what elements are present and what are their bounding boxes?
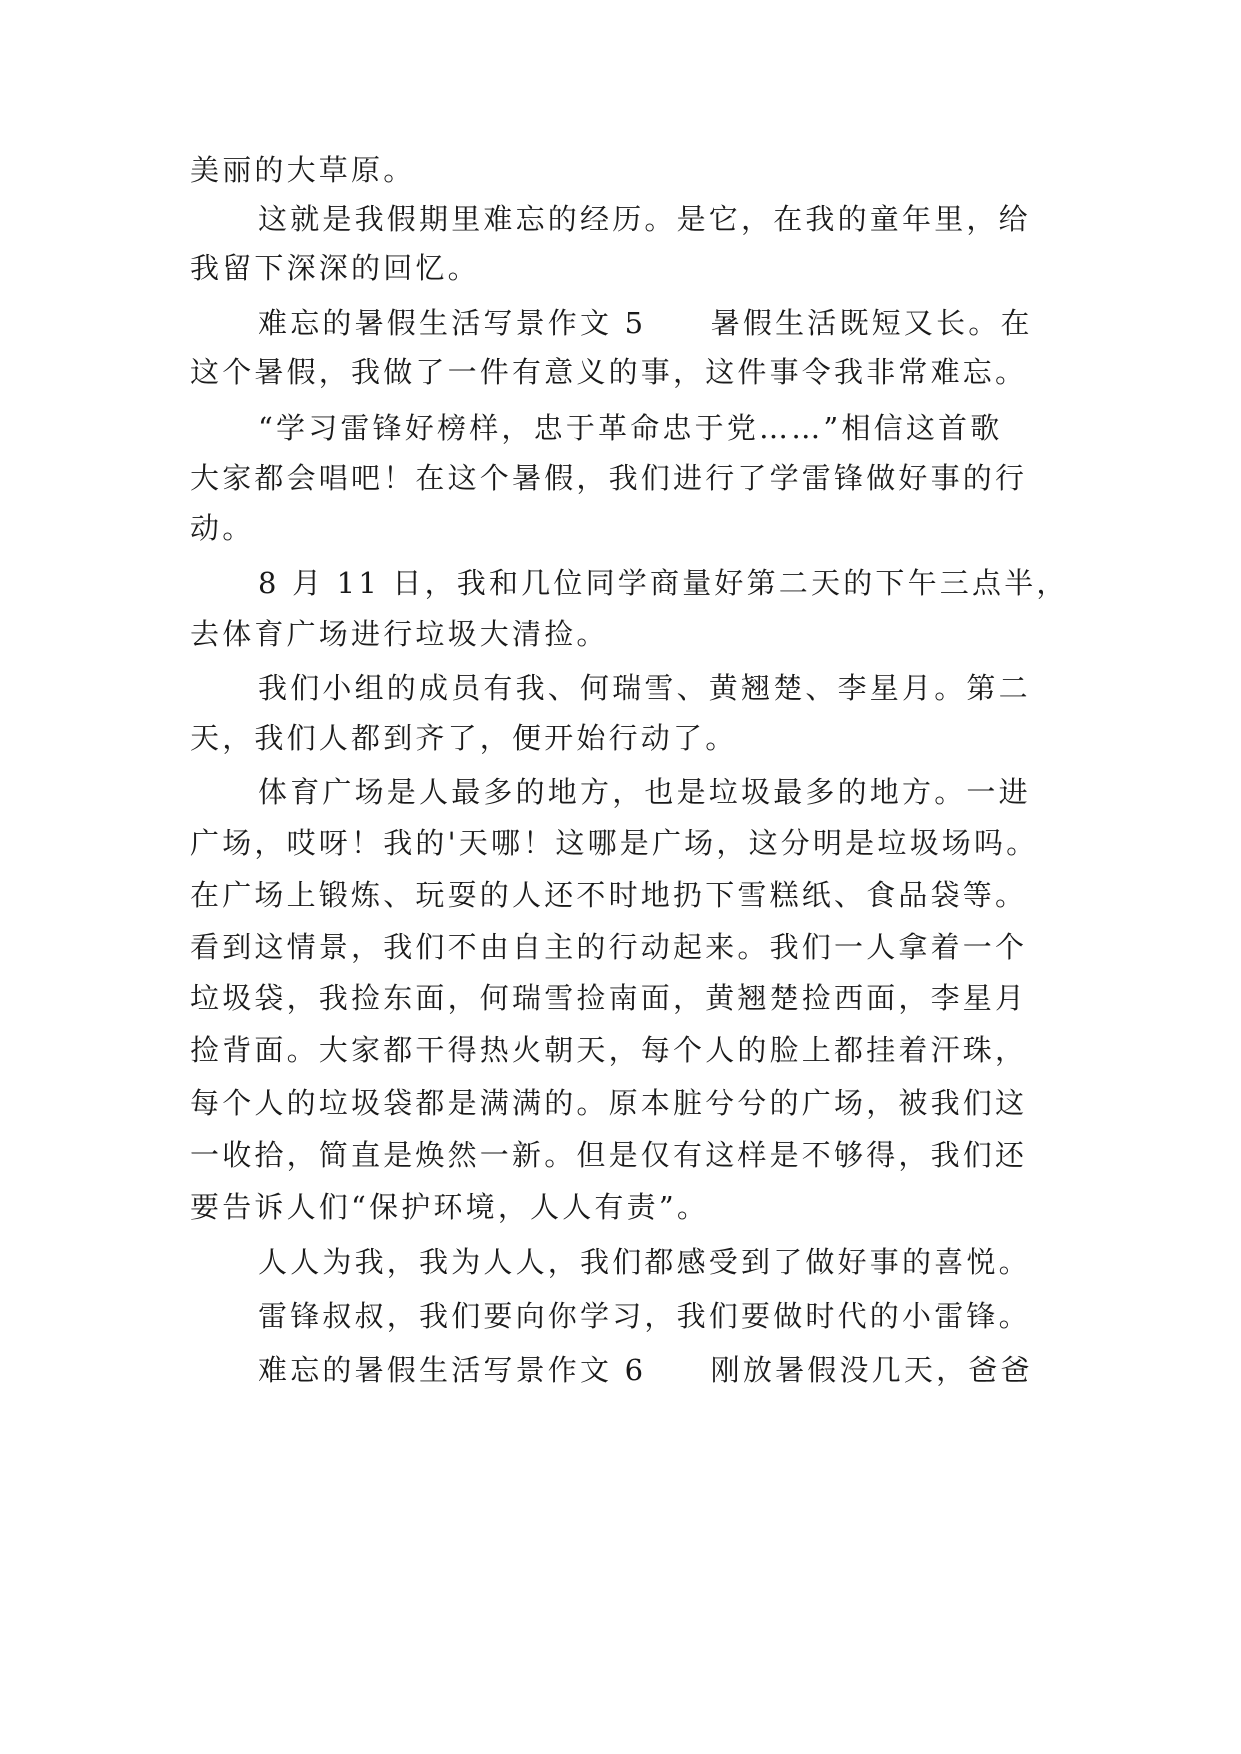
text-line: 大家都会唱吧！在这个暑假，我们进行了学雷锋做好事的行 (190, 461, 1028, 495)
section-heading-line: 难忘的暑假生活写景作文 6 刚放暑假没几天，爸爸 (258, 1353, 1033, 1387)
text-line: 每个人的垃圾袋都是满满的。原本脏兮兮的广场，被我们这 (190, 1086, 1028, 1120)
text-line: 天，我们人都到齐了，便开始行动了。 (190, 721, 738, 755)
section-heading-line: 难忘的暑假生活写景作文 5 暑假生活既短又长。在 (258, 306, 1033, 340)
text-line: 8 月 11 日，我和几位同学商量好第二天的下午三点半， (258, 566, 1069, 600)
text-line: 我留下深深的回忆。 (190, 251, 480, 285)
text-line: 捡背面。大家都干得热火朝天，每个人的脸上都挂着汗珠， (190, 1033, 1028, 1067)
text-line: 动。 (190, 511, 255, 545)
text-line: 看到这情景，我们不由自主的行动起来。我们一人拿着一个 (190, 930, 1028, 964)
text-line: 这个暑假，我做了一件有意义的事，这件事令我非常难忘。 (190, 355, 1028, 389)
text-line: 这就是我假期里难忘的经历。是它，在我的童年里，给 (258, 202, 1031, 236)
text-line: 垃圾袋，我捡东面，何瑞雪捡南面，黄翘楚捡西面，李星月 (190, 981, 1028, 1015)
text-line: 美丽的大草原。 (190, 153, 416, 187)
text-line: 去体育广场进行垃圾大清捡。 (190, 617, 609, 651)
text-line: 在广场上锻炼、玩耍的人还不时地扔下雪糕纸、食品袋等。 (190, 878, 1028, 912)
text-line: 广场，哎呀！我的'天哪！这哪是广场，这分明是垃圾场吗。 (190, 826, 1039, 860)
text-line: 体育广场是人最多的地方，也是垃圾最多的地方。一进 (258, 775, 1031, 809)
text-line: 雷锋叔叔，我们要向你学习，我们要做时代的小雷锋。 (258, 1299, 1031, 1333)
text-line: 要告诉人们“保护环境，人人有责”。 (190, 1190, 710, 1224)
text-line: 一收拾，简直是焕然一新。但是仅有这样是不够得，我们还 (190, 1138, 1028, 1172)
text-line: 我们小组的成员有我、何瑞雪、黄翘楚、李星月。第二 (258, 671, 1031, 705)
text-line: “学习雷锋好榜样，忠于革命忠于党……”相信这首歌 (258, 411, 1003, 445)
text-line: 人人为我，我为人人，我们都感受到了做好事的喜悦。 (258, 1245, 1031, 1279)
